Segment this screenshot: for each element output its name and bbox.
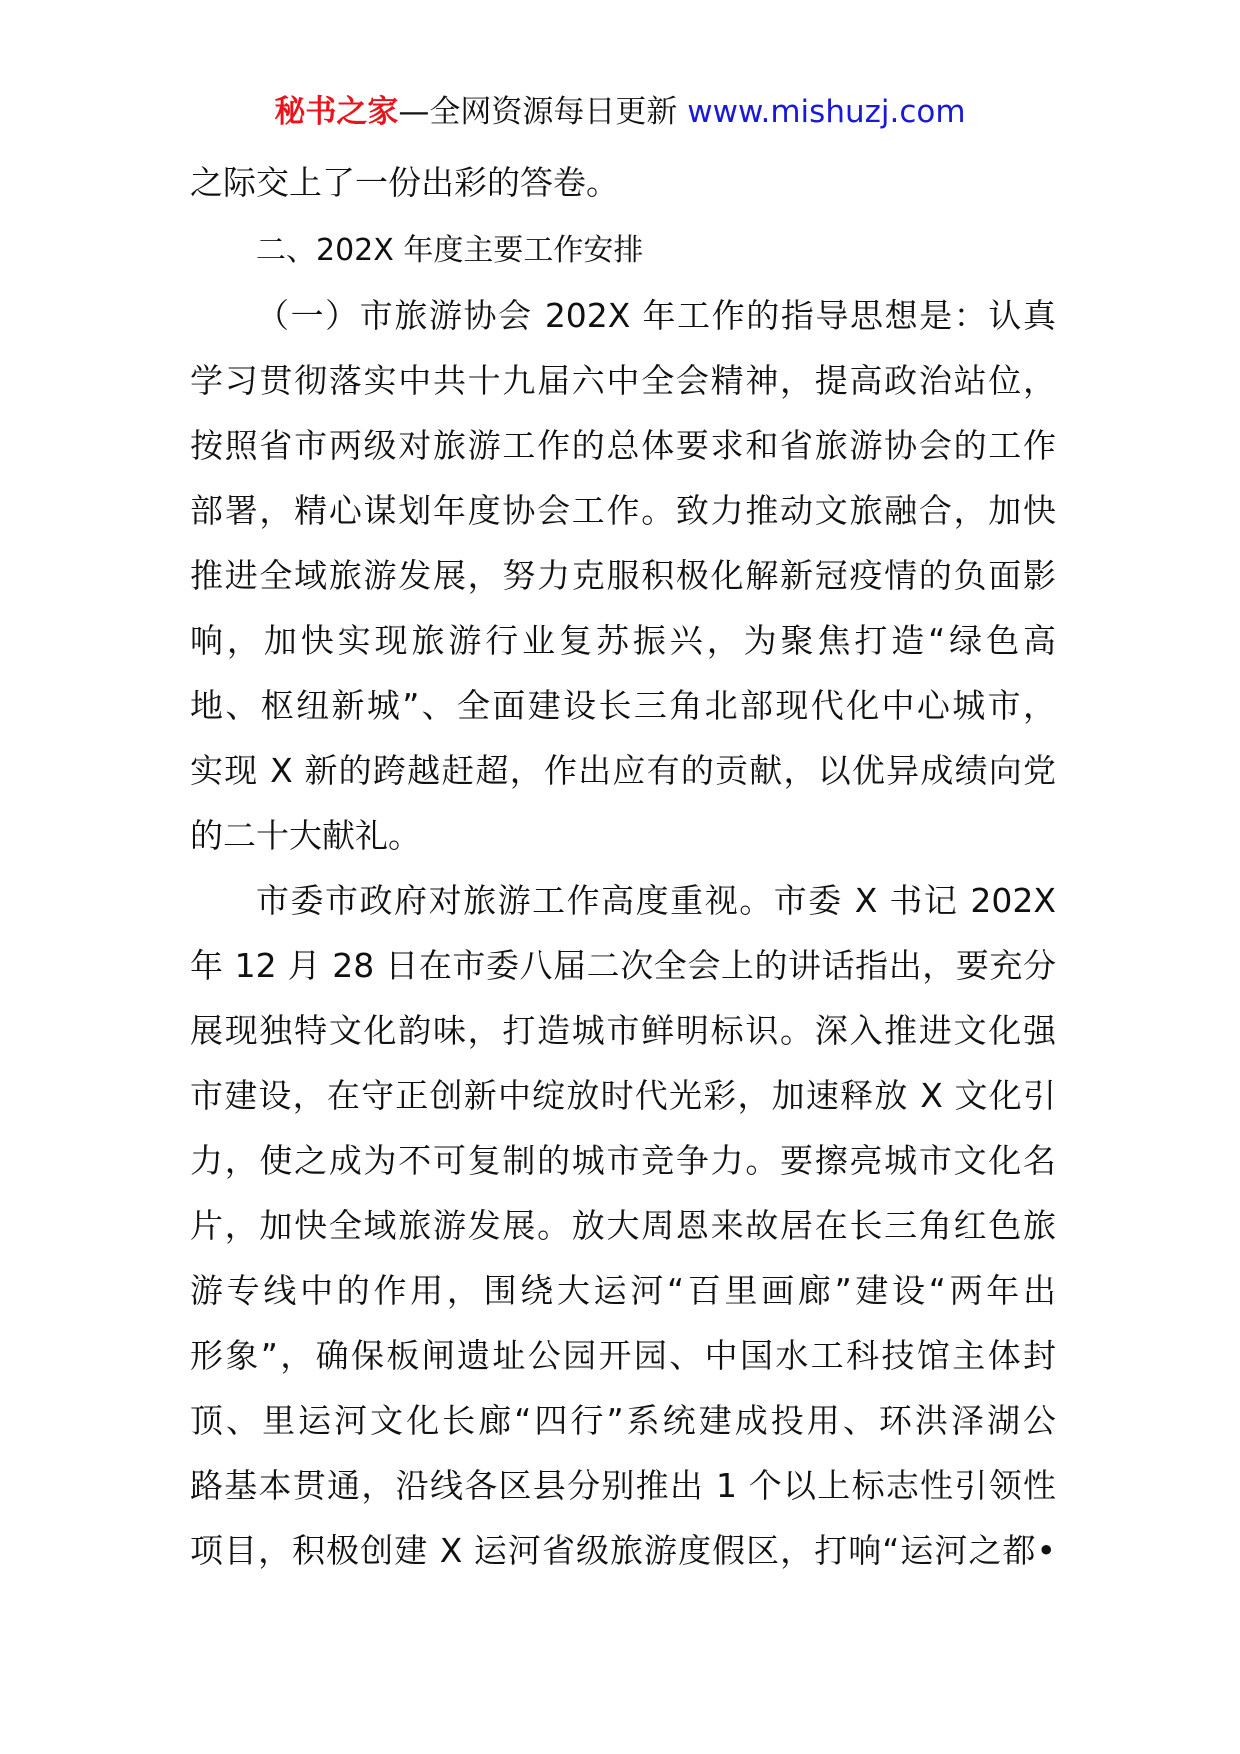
paragraph-line: 路基本贯通，沿线各区县分别推出 1 个以上标志性引领性 <box>190 1466 1056 1505</box>
watermark-url[interactable]: www.mishuzj.com <box>687 94 966 130</box>
paragraph-line: 力，使之成为不可复制的城市竞争力。要擦亮城市文化名 <box>190 1141 1056 1180</box>
paragraph-line: 展现独特文化韵味，打造城市鲜明标识。深入推进文化强 <box>190 1011 1056 1050</box>
site-watermark <box>0 90 1240 134</box>
paragraph-line: （一）市旅游协会 202X 年工作的指导思想是：认真 <box>256 296 1056 335</box>
watermark-tagline: —全网资源每日更新 <box>398 94 678 130</box>
paragraph-line: 按照省市两级对旅游工作的总体要求和省旅游协会的工作 <box>190 426 1056 465</box>
paragraph-continuation: 之际交上了一份出彩的答卷。 <box>190 163 619 202</box>
paragraph-line: 推进全域旅游发展，努力克服积极化解新冠疫情的负面影 <box>190 556 1056 595</box>
section-heading: 二、202X 年度主要工作安排 <box>256 233 644 268</box>
paragraph-line: 片，加快全域旅游发展。放大周恩来故居在长三角红色旅 <box>190 1206 1056 1245</box>
paragraph-guiding-ideology <box>190 283 1056 868</box>
paragraph-line: 的二十大献礼。 <box>190 816 421 855</box>
paragraph-municipal-emphasis <box>190 868 1056 1583</box>
paragraph-line: 项目，积极创建 X 运河省级旅游度假区，打响“运河之都• <box>190 1531 1056 1570</box>
paragraph-line: 年 12 月 28 日在市委八届二次全会上的讲话指出，要充分 <box>190 946 1056 985</box>
paragraph-line: 游专线中的作用，围绕大运河“百里画廊”建设“两年出 <box>190 1271 1056 1310</box>
paragraph-line: 顶、里运河文化长廊“四行”系统建成投用、环洪泽湖公 <box>190 1401 1056 1440</box>
paragraph-line: 市委市政府对旅游工作高度重视。市委 X 书记 202X <box>256 881 1056 920</box>
document-body <box>190 150 1056 1583</box>
paragraph-line: 地、枢纽新城”、全面建设长三角北部现代化中心城市， <box>190 686 1056 725</box>
paragraph-line: 市建设，在守正创新中绽放时代光彩，加速释放 X 文化引 <box>190 1076 1056 1115</box>
paragraph-line: 学习贯彻落实中共十九届六中全会精神，提高政治站位， <box>190 361 1056 400</box>
watermark-brand: 秘书之家 <box>274 94 399 130</box>
paragraph-line: 响，加快实现旅游行业复苏振兴，为聚焦打造“绿色高 <box>190 621 1056 660</box>
paragraph-line: 实现 X 新的跨越赶超，作出应有的贡献，以优异成绩向党 <box>190 751 1056 790</box>
paragraph-line: 部署，精心谋划年度协会工作。致力推动文旅融合，加快 <box>190 491 1056 530</box>
paragraph-line: 形象”，确保板闸遗址公园开园、中国水工科技馆主体封 <box>190 1336 1056 1375</box>
